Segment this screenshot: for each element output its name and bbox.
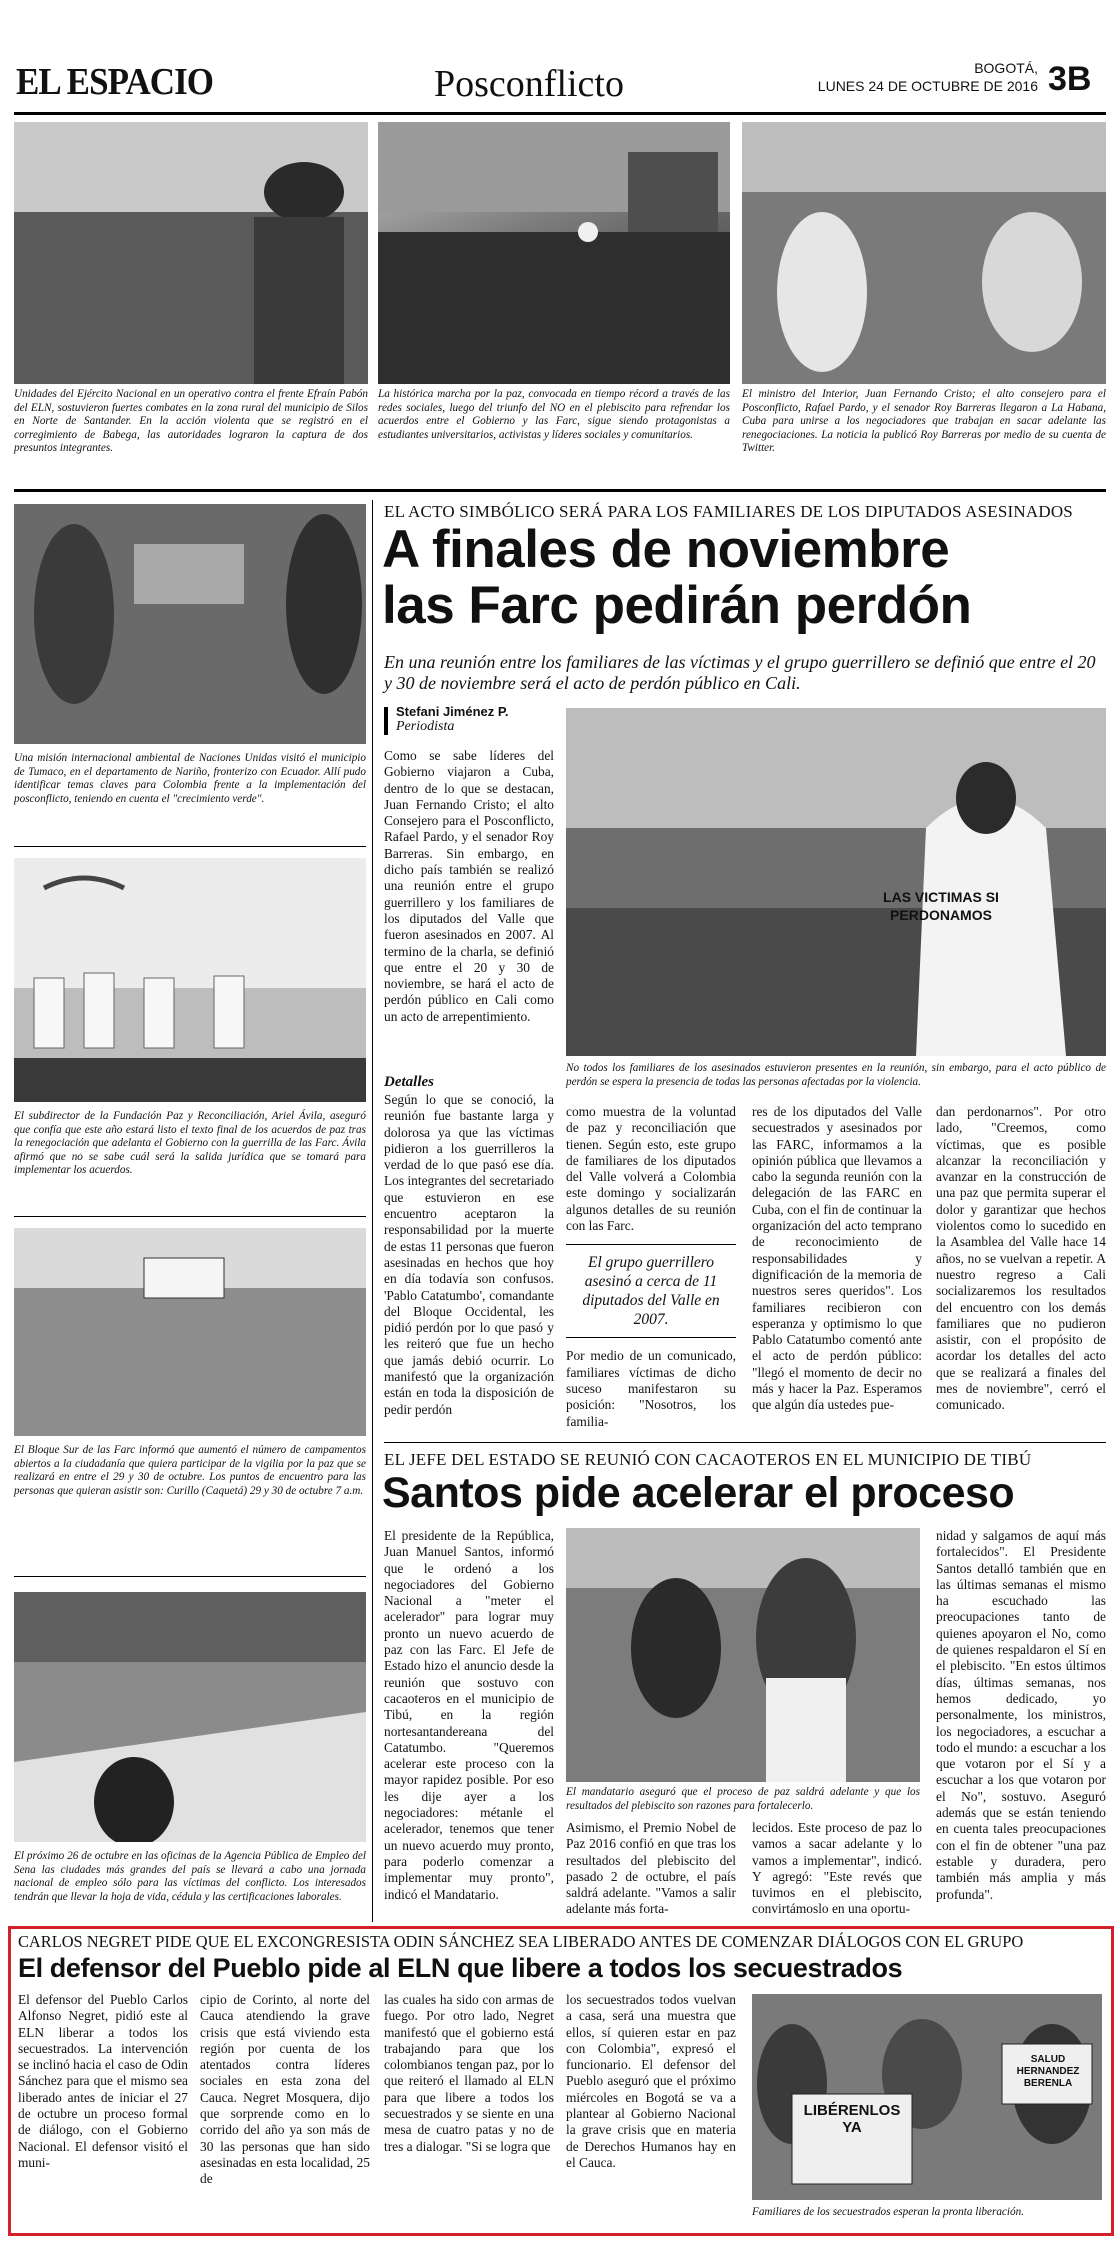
sign-liberenlos: LIBÉRENLOS YA [803,2102,901,2136]
article1-col3: res de los diputados del Valle secuestrados y asesinados por las FARC, informamos a la opinión pública que llevamos a cabo la segunda reunión con la delegación de las FARC en Cuba, con el fin de continuar la organización del acto temprano de reconocimiento de responsabilidades y dignificación de la memoria de nuestros seres queridos". Los familiares recibieron con esperanza y optimismo lo que Pablo Catatumbo comentó ante el acto de perdón público: "llegó el momento de decir no más y hacer la Paz. Esperamos que algún día ustedes pue- [752,1104,922,1413]
article3-col2: cipio de Corinto, al norte del Cauca atendiendo la grave crisis que está viviendo esta región por cuenta de los atentados contra líderes sociales en esta zona del Cauca. Negret Mosquera, dijo que sorprende como en lo corrido del año ya son más de 30 las personas que han sido asesinadas en esta localidad, 25 de [200,1992,370,2187]
sign-salud: SALUD HERNANDEZ BERENLA [1016,2054,1080,2089]
byline-role: Periodista [396,719,455,734]
sidebar-caption-1: Una misión internacional ambiental de Naciones Unidas visitó el municipio de Tumaco, en el departamento de Nariño, fronterizo con Ecuador. Allí pudo identificar temas claves para Colombia frente a la implementación del posconflicto, teniendo en cuenta el "crecimiento verde". [14,752,366,805]
article3-col4: los secuestrados todos vuelvan a casa, será una muestra que ellos, sí quieren estar en paz con Colombia", expresó el funcionario. El defensor del Pueblo aseguró que el próximo miércoles en Bogotá se va a plantear al Gobierno Nacional la grave crisis que en materia de Derechos Humanos hay en el Cauca. [566,1992,736,2170]
masthead [14,58,1106,108]
article1-kicker: EL ACTO SIMBÓLICO SERÁ PARA LOS FAMILIARES DE LOS DIPUTADOS ASESINADOS [384,502,1073,521]
sidebar-rule-1 [14,846,366,847]
article1-col2: como muestra de la voluntad de paz y reconciliación que tienen. Según esto, este grupo de familiares de los diputados del Valle volverá a Colombia este domingo y socializarán algunos detalles de su reunión con las Farc. El grupo guerrillero asesinó a cerca de 11 diputados del Valle en 2007. Por medio de un comunicado, familiares víctimas de dicho suceso manifestaron su posición: "Nosotros, los familia- [566,1104,736,1429]
photo-peace-march [378,122,730,384]
article1-subhead: Detalles [384,1074,434,1090]
article2-headline: Santos pide acelerar el proceso [382,1469,1015,1517]
article3-photo-caption: Familiares de los secuestrados esperan la pronta liberación. [752,2206,1024,2218]
article1-col1: Según lo que se conoció, la reunión fue bastante larga y dolorosa ya que las víctimas pidieron a los guerrilleros la verdad de lo que pasó ese día. Los integrantes del secretariado que estuvieron en ese encuentro aceptaron la responsabilidad por la muerte de estas 11 personas que fueron asesinadas en hechos que hoy en día todavía son confusos. 'Pablo Catatumbo', comandante del Bloque Occidental, les pidió perdón por lo que pasó y les reiteró que fue un hecho que jamás debió ocurrir. Lo manifestó que la organización están en toda la disposición de pedir perdón [384,1092,554,1417]
dateline-city: BOGOTÁ, [974,60,1038,76]
photo-havana-meeting [742,122,1106,384]
dateline-date: LUNES 24 DE OCTUBRE DE 2016 [817,78,1038,94]
article1-pullquote: El grupo guerrillero asesinó a cerca de 11 diputados del Valle en 2007. [566,1244,736,1338]
top-caption-3: El ministro del Interior, Juan Fernando Cristo; el alto consejero para el Posconflicto, Rafael Pardo, y el senador Roy Barreras llegaron a La Habana, Cuba para unirse a los negociadores que trabajan en sacar adelante las renegociaciones. La noticia la publicó Roy Barreras por medio de su cuenta de Twitter. [742,388,1106,455]
photo-vigil-crowd [14,1228,366,1436]
photo-santos [566,1528,920,1782]
shirt-slogan: LAS VICTIMAS SI PERDONAMOS [883,889,999,923]
article3-headline: El defensor del Pueblo pide al ELN que libere a todos los secuestrados [18,1953,903,1983]
article1-lead: Como se sabe líderes del Gobierno viajaron a Cuba, dentro de lo que se destacan, Juan Fernando Cristo; el alto Consejero para el Posconflicto, Rafael Pardo, y el senador Roy Barreras. Sin embargo, en dicho país también se realizó una reunión entre el grupo guerrillero y los familiares de los diputados del Valle que fueron asesinados en 2007. Al termino de la charla, se definió que entre el 20 y 30 de noviembre, se hará el acto de perdón público en Cali como un acto de arrepentimiento. [384,748,554,1024]
sidebar-divider [372,500,373,1922]
byline-bar [384,707,388,735]
byline-author: Stefani Jiménez P. [396,704,509,719]
sidebar-caption-2: El subdirector de la Fundación Paz y Reconciliación, Ariel Ávila, aseguró que confía que este año estará listo el texto final de los acuerdos de paz tras la renegociación que adelanta el Gobierno con la guerrilla de las Farc. Ávila afirmó que no se sabe cuál será la salida jurídica que se tomará para implementar los acuerdos. [14,1110,366,1177]
photo-press-conference [14,858,366,1102]
article1-col4: dan perdonarnos". Por otro lado, "Creemos, como víctimas, que es posible alcanzar la reconciliación y avanzar en la construcción de una paz que permita superar el dolor y garantizar que hechos violentos como lo sucedido en la Asamblea del Valle hace 14 años, no se vuelvan a repetir. A nuestro regreso a Cali socializaremos los resultados del encuentro con los demás familiares que no pudieron asistir, con el propósito de acordar los detalles del acto que se realizará a finales del mes de noviembre", cerró el comunicado. [936,1104,1106,1413]
photo-soldier-field [14,122,368,384]
article3-kicker: CARLOS NEGRET PIDE QUE EL EXCONGRESISTA ODIN SÁNCHEZ SEA LIBERADO ANTES DE COMENZAR DIÁLOGOS CON EL GRUPO [18,1932,1024,1951]
top-caption-1: Unidades del Ejército Nacional en un operativo contra el frente Efraín Pabón del ELN, sostuvieron fuertes combates en la zona rural del municipio de Silos en Norte de Santander. En la acción violenta que se registró en el corregimiento de Babega, las autoridades lograron la captura de dos presuntos integrantes. [14,388,368,455]
masthead-rule [14,112,1106,115]
page-number: 3B [1048,60,1092,98]
top-row-rule [14,489,1106,492]
sidebar-rule-3 [14,1576,366,1577]
article2-col1: El presidente de la República, Juan Manuel Santos, informó que le ordenó a los negociadores del Gobierno Nacional a "meter el acelerador" para lograr muy pronto un nuevo acuerdo de paz con las Farc. El Jefe de Estado hizo el anuncio desde la reunión que sostuvo con cacaoteros en el municipio de Tibú, en la región nortesantandereana del Catatumbo. "Queremos acelerar este proceso con la mayor rapidez posible. Por eso les dije ayer a los negociadores: métanle el acelerador, tenemos que tener un nuevo acuerdo muy pronto, para poderlo comenzar a implementar muy pronto", indicó el Mandatario. [384,1528,554,1902]
article1-deck: En una reunión entre los familiares de las víctimas y el grupo guerrillero se definió que entre el 20 y 30 de noviembre será el acto de perdón público en Cali. [384,652,1096,693]
article1-photo-caption: No todos los familiares de los asesinados estuvieron presentes en la reunión, sin embargo, para el acto público de perdón se espera la presencia de todas las personas afectadas por la violencia. [566,1062,1106,1088]
article2-col3: lecidos. Este proceso de paz lo vamos a sacar adelante y lo vamos a implementar", indicó. Y agregó: "Este revés que tuvimos en el plebiscito, convirtámoslo en una oportu- [752,1820,922,1917]
article1-headline: A finales de noviembre las Farc pedirán perdón [382,520,972,635]
article1-bottom-rule [384,1442,1106,1443]
article3-col1: El defensor del Pueblo Carlos Alfonso Negret, pidió este al ELN liberar a todos los secuestrados. La intervención se inclinó hacia el caso de Odin Sánchez para que el mismo sea liberado antes de iniciar el 27 de octubre un proceso formal de diálogo, con el Gobierno Nacional. El defensor visitó el muni- [18,1992,188,2170]
article2-photo-caption: El mandatario aseguró que el proceso de paz saldrá adelante y que los resultados del plebiscito son razones para fortalecerlo. [566,1786,920,1812]
sidebar-caption-3: El Bloque Sur de las Farc informó que aumentó el número de campamentos abiertos a la ciudadanía que quiera participar de la vigilia por la paz que se realizará en entre el 29 y 30 de octubre. Los puntos de encuentro para las personas que quieran asistir son: Curillo (Caquetá) 29 y 30 de octubre 7 a.m. [14,1444,366,1497]
sidebar-caption-4: El próximo 26 de octubre en las oficinas de la Agencia Pública de Empleo del Sena las ciudades más grandes del país se llevará a cabo una jornada nacional de empleo sólo para las víctimas del conflicto. Los interesados tendrán que llevar la hoja de vida, cédula y las certificaciones laborales. [14,1850,366,1903]
article2-col4: nidad y salgamos de aquí más fortalecidos". El Presidente Santos detalló también que en las últimas semanas el mismo ha escuchado las preocupaciones tanto de quienes apoyaron el No, como de quienes respaldaron el Sí en el plebiscito. "En estos últimos días, últimas semanas, nos hemos dedicado, yo personalmente, los ministros, los negociadores, a escuchar a todo el mundo: a escuchar a los que votaron por el Sí y a escuchar a los que votaron por el No", sostuvo. Aseguró además que se están teniendo en cuenta tales preocupaciones con el fin de obtener "una paz estable y duradera, pero también más amplia y más profunda". [936,1528,1106,1902]
top-caption-2: La histórica marcha por la paz, convocada en tiempo récord a través de las redes sociales, luego del triunfo del NO en el plebiscito para refrendar los acuerdos entre el Gobierno y las Farc, sigue siendo protagonistas a estudiantes universitarios, activistas y líderes sociales y comunitarios. [378,388,730,441]
article3-col3: las cuales ha sido con armas de fuego. Por otro lado, Negret manifestó que el gobierno está trabajando para que los colombianos tengan paz, por lo que reiteró el llamado al ELN para que libere a todos los secuestrados y se siente en una mesa de cuatro patas y no de tres a dialogar. "Si se logra que [384,1992,554,2154]
article2-kicker: EL JEFE DEL ESTADO SE REUNIÓ CON CACAOTEROS EN EL MUNICIPIO DE TIBÚ [384,1450,1032,1469]
section-title: Posconflicto [434,63,624,105]
photo-victims-meeting [566,708,1106,1056]
article2-col2: Asimismo, el Premio Nobel de Paz 2016 confió en que tras los resultados del plebiscito del pasado 2 de octubre, el país saldrá adelante. "Vamos a salir adelante más forta- [566,1820,736,1917]
newspaper-logo: EL ESPACIO [16,61,214,103]
sidebar-rule-2 [14,1216,366,1217]
photo-un-mission [14,504,366,744]
photo-hostage-families [752,1994,1102,2200]
byline [396,704,566,735]
photo-job-fair [14,1592,366,1842]
